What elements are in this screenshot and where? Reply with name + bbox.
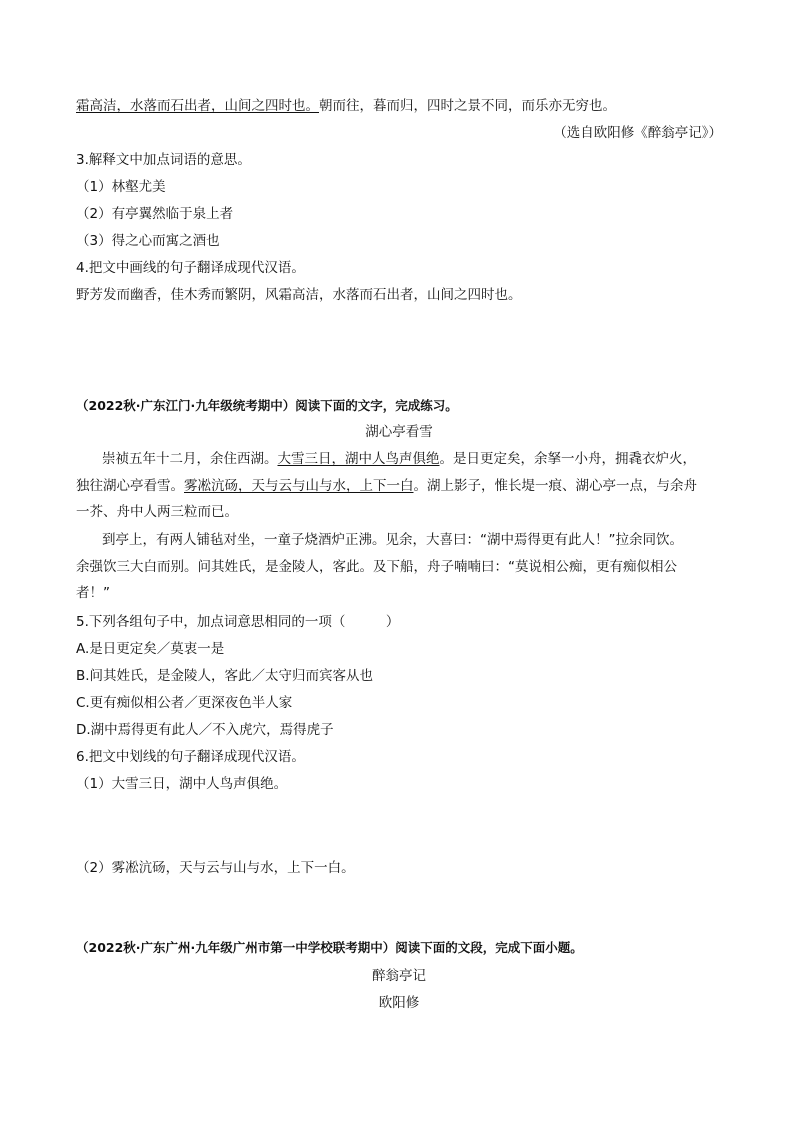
question-5-prompt: 5.下列各组句子中，加点词意思相同的一项（ ） <box>76 614 400 630</box>
passage-text: 。湖上影子，惟长堤一痕、湖心亭一点，与余舟 <box>413 478 697 494</box>
question-5-option-b: B.问其姓氏，是金陵人，客此／太守归而宾客从也 <box>76 668 374 684</box>
question-3-prompt: 3.解释文中加点词语的意思。 <box>76 152 251 168</box>
passage-2-line <box>102 449 722 469</box>
question-3-item-1: （1）林壑尤美 <box>76 179 166 195</box>
question-3-item-2: （2）有亭翼然临于泉上者 <box>76 206 234 222</box>
section-3-header: （2022秋·广东广州·九年级广州市第一中学校联考期中）阅读下面的文段，完成下面小题。 <box>76 940 583 955</box>
passage-text: 独往湖心亭看雪。 <box>76 478 184 494</box>
underlined-sentence: 霜高洁，水落而石出者，山间之四时也。 <box>76 98 319 114</box>
section-2-title: 湖心亭看雪 <box>365 424 433 440</box>
passage-2-line: 一芥、舟中人两三粒而已。 <box>76 504 238 520</box>
question-6-item-2: （2）雾凇沆砀，天与云与山与水，上下一白。 <box>76 860 355 876</box>
question-4-prompt: 4.把文中画线的句子翻译成现代汉语。 <box>76 260 305 276</box>
passage-2-line <box>76 476 722 496</box>
underlined-sentence: 雾凇沆砀，天与云与山与水，上下一白 <box>184 478 414 494</box>
question-5-option-d: D.湖中焉得更有此人／不入虎穴，焉得虎子 <box>76 722 334 738</box>
section-2-header: （2022秋·广东江门·九年级统考期中）阅读下面的文字，完成练习。 <box>76 398 458 413</box>
question-5-option-c: C.更有痴似相公者／更深夜色半人家 <box>76 695 293 711</box>
passage-2-line: 余强饮三大白而别。问其姓氏，是金陵人，客此。及下船，舟子喃喃曰：“莫说相公痴，更有痴似相公 <box>76 559 677 575</box>
section-3-author: 欧阳修 <box>378 995 420 1011</box>
question-5-option-a: A.是日更定矣／莫衷一是 <box>76 641 225 657</box>
question-4-sentence: 野芳发而幽香，佳木秀而繁阴，风霜高洁，水落而石出者，山间之四时也。 <box>76 287 522 303</box>
section-3-title: 醉翁亭记 <box>372 968 426 984</box>
passage-text: 崇祯五年十二月，余住西湖。 <box>102 451 278 467</box>
passage-2-line: 到亭上，有两人铺毡对坐，一童子烧酒炉正沸。见余，大喜曰：“湖中焉得更有此人！”拉余同饮。 <box>102 532 683 548</box>
passage-text: 朝而往，暮而归，四时之景不同，而乐亦无穷也。 <box>319 98 616 114</box>
passage-line <box>76 96 722 116</box>
passage-text: 。是日更定矣，余拏一小舟，拥毳衣炉火， <box>439 451 696 467</box>
underlined-sentence: 大雪三日，湖中人鸟声俱绝 <box>277 451 440 467</box>
question-6-item-1: （1）大雪三日，湖中人鸟声俱绝。 <box>76 776 288 792</box>
passage-2-line: 者！” <box>76 585 110 601</box>
question-3-item-3: （3）得之心而寓之酒也 <box>76 233 220 249</box>
question-6-prompt: 6.把文中划线的句子翻译成现代汉语。 <box>76 749 305 765</box>
passage-source: （选自欧阳修《醉翁亭记》） <box>553 125 722 141</box>
